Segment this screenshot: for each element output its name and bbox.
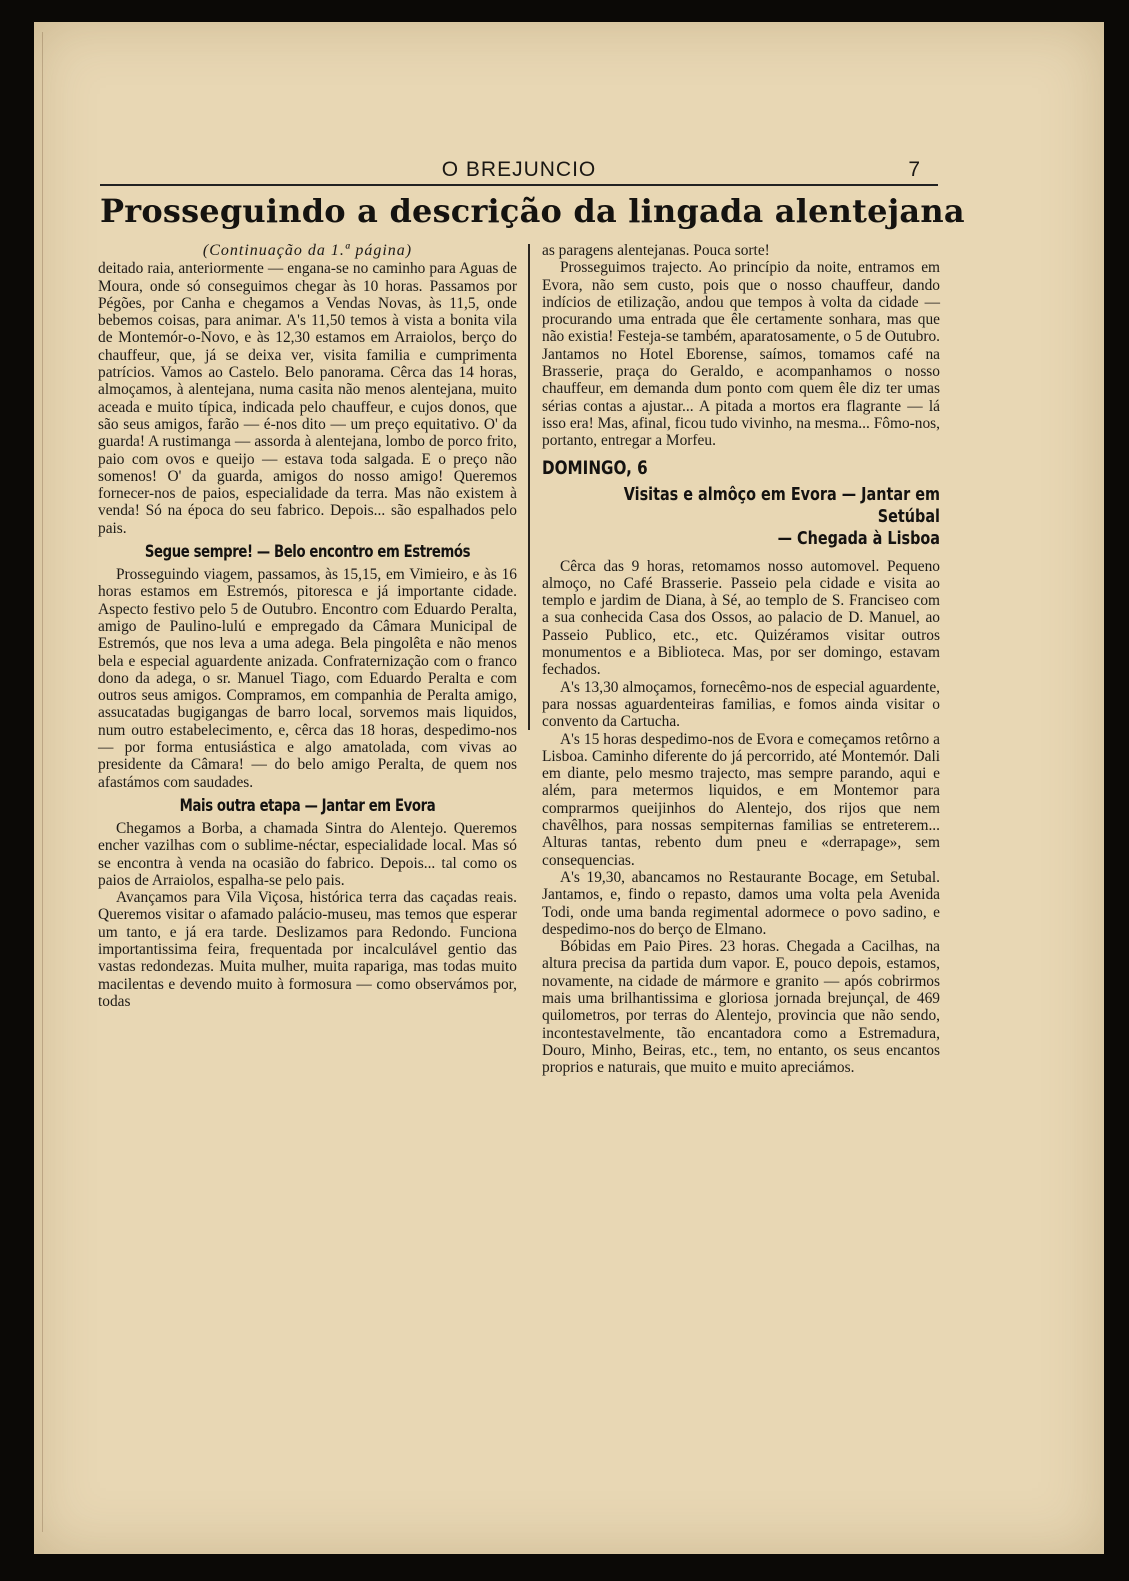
- section-heading-line: — Chegada à Lisboa: [777, 527, 940, 549]
- paragraph: Prosseguindo viagem, passamos, às 15,15, em Vimieiro, e às 16 horas estamos em Estremós, pitoresca e já importante cidade. Aspecto festivo pelo 5 de Outubro. Encontro com Eduardo Peralta, amigo de Paulino-lulú e empregado da Câmara Municipal de Estremós, que nos leva a uma adega. Bela pingolêta e não menos bela e especial aguardente anizada. Confraternização com o franco dono da adega, o sr. Manuel Tiago, com Eduardo Peralta e com outros seus amigos. Compramos, em companhia de Peralta amigo, assucatadas bugigangas de barro local, sorvemos mais liquidos, num outro estabelecimento, e, cêrca das 18 horas, despedimo-nos — por forma entusiástica e algo amatolada, com vivas ao presidente da Câmara! — do belo amigo Peralta, de quem nos afastámos com saudades.: [98, 566, 517, 791]
- day-heading: DOMINGO, 6: [542, 456, 648, 479]
- section-heading-line: Visitas e almôço em Evora — Jantar em Setúbal: [623, 483, 940, 527]
- paragraph: as paragens alentejanas. Pouca sorte!: [542, 242, 770, 259]
- paragraph: A's 19,30, abancamos no Restaurante Bocage, em Setubal. Jantamos, e, findo o repasto, damos uma volta pela Avenida Todi, onde uma banda regimental adormece o povo sadino, e despedimo-nos do berço de Elmano.: [542, 868, 940, 938]
- article-title: Prosseguindo a descrição da lingada alentejana: [100, 192, 965, 230]
- section-heading: Mais outra etapa — Jantar em Evora: [179, 795, 436, 816]
- paragraph: Chegamos a Borba, a chamada Sintra do Alentejo. Queremos encher vazilhas com o sublime-néctar, especialidade local. Mas só se encontra à venda na ocasião do fabrico. Depois... tal como os paios de Arraiolos, espalha-se pelo pais.: [98, 819, 517, 889]
- continuation-note: (Continuação da 1.ª página): [202, 242, 413, 259]
- left-column: [98, 242, 517, 1010]
- section-heading: Segue sempre! — Belo encontro em Estremós: [144, 542, 471, 563]
- paragraph: Bóbidas em Paio Pires. 23 horas. Chegada a Cacilhas, na altura precisa da partida dum vapor. E, pouco depois, estamos, novamente, na cidade de mármore e granito — após cobrirmos mais uma brilhantissima e gloriosa jornada brejunçal, de 469 quilometros, por terras do Alentejo, provincia que não sendo, incontestavelmente, tão encantadora como a Estremadura, Douro, Minho, Beiras, etc., tem, no entanto, os seus encantos proprios e naturais, que muito e muito apreciámos.: [542, 938, 940, 1077]
- paragraph: A's 13,30 almoçamos, fornecêmo-nos de especial aguardente, para nossas aguardenteiras familias, e fomos ainda visitar o convento da Cartucha.: [542, 678, 940, 731]
- paragraph: A's 15 horas despedimo-nos de Evora e começamos retôrno a Lisboa. Caminho diferente do já percorrido, até Montemór. Dali em diante, pelo mesmo trajecto, mas sempre parando, aqui e além, para metermos liquidos, e em Montemor para comprarmos queijinhos do Alentejo, dos rijos que nem chavêlhos, para nossas sempiternas familias se entreterem... Alturas tantas, rebento dum pneu e «derrapage», sem consequencias.: [542, 730, 940, 869]
- page-header: [100, 138, 938, 186]
- running-title: O BREJUNCIO: [441, 158, 597, 181]
- paragraph: Cêrca das 9 horas, retomamos nosso automovel. Pequeno almoço, no Café Brasserie. Passeio pela cidade e visita ao templo e jardim de Diana, à Sé, ao templo de S. Franciseo com a sua conhecida Casa dos Ossos, ao palacio de D. Manuel, ao Passeio Publico, etc., etc. Quizéramos visitar outros monumentos e a Biblioteca. Mas, por ser domingo, estavam fechados.: [542, 557, 940, 679]
- paragraph: Prosseguimos trajecto. Ao princípio da noite, entramos em Evora, não sem custo, pois que o nosso chauffeur, dando indícios de etilização, andou que tempos à volta da cidade — procurando uma entrada que êle certamente sonhara, mas que não existia! Festeja-se também, aparatosamente, o 5 de Outubro. Jantamos no Hotel Eborense, saímos, tomamos café na Brasserie, praça do Geraldo, e acompanhamos o nosso chauffeur, em demanda dum ponto com quem êle diz ter umas sérias contas a ajustar... A pitada a mortos era flagrante — lá isso era! Mas, afinal, ficou tudo vivinho, na mesma... Fômo-nos, portanto, entregar a Morfeu.: [542, 259, 940, 450]
- paragraph: deitado raia, anteriormente — engana-se no caminho para Aguas de Moura, onde só conseguimos chegar às 10 horas. Passamos por Pégões, por Canha e chegamos a Vendas Novas, às 11,5, onde bebemos coisas, para animar. A's 11,50 temos à vista a bonita vila de Montemór-o-Novo, e às 12,30 estamos em Arraiolos, berço do chauffeur, que, já se deixa ver, visita familia e cumprimenta patrícios. Vamos ao Castelo. Belo panorama. Cêrca das 14 horas, almoçamos, à alentejana, numa casita não menos alentejana, muito aceada e muito típica, indicada pelo chauffeur, e cujos donos, que são seus amigos, farão — é-nos dito — um preço equitativo. O' da guarda! A rustimanga — assorda à alentejana, lombo de porco frito, paio com ovos e queijo — estava toda salgada. E o preço não somenos! O' da guarda, amigos do nosso amigo! Queremos fornecer-nos de paios, especialidade da terra. Mas não existem à venda! Só na época do seu fabrico. Depois... são espalhados pelo pais.: [98, 260, 517, 537]
- paragraph: Avançamos para Vila Viçosa, histórica terra das caçadas reais. Queremos visitar o afamado palácio-museu, mas temos que esperar um tanto, e já era tarde. Deslizamos para Redondo. Funciona importantissima feira, frequentada por incalculável gentio das vastas redondezas. Muita mulher, muita rapariga, mas todas muito macilentas e devendo muito à formosura — como observámos por, todas: [98, 889, 517, 1010]
- column-divider: [528, 244, 530, 730]
- page-number: 7: [908, 158, 920, 181]
- right-column: [542, 242, 940, 1076]
- page-margin: [42, 32, 59, 1532]
- section-heading: [622, 484, 940, 550]
